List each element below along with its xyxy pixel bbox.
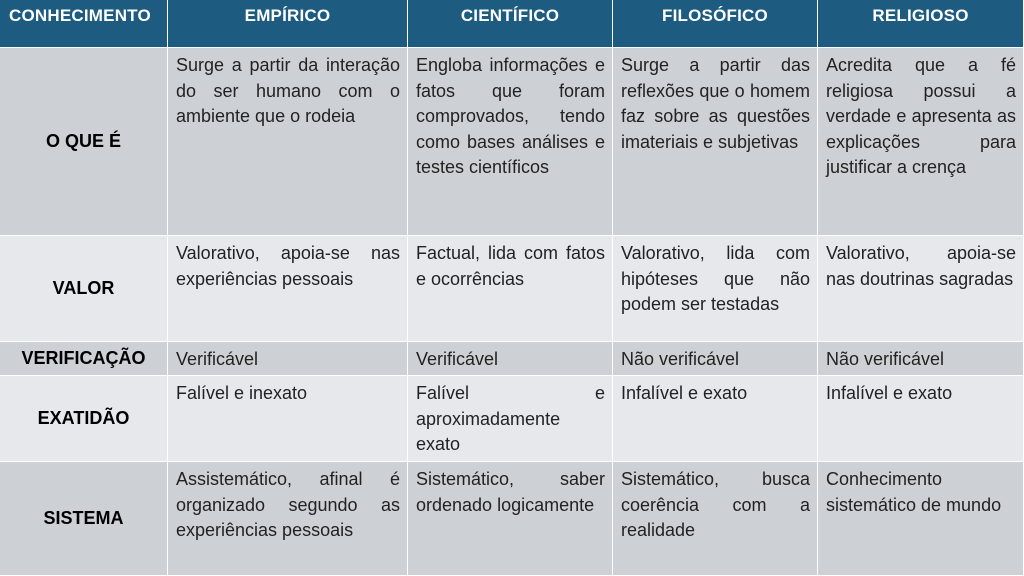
- cell-verificacao-religioso: Não verificável: [818, 342, 1024, 376]
- cell-sistema-cientifico: Sistemático, saber ordenado logicamente: [408, 462, 613, 576]
- header-filosofico: FILOSÓFICO: [613, 0, 818, 48]
- cell-sistema-religioso: Conhecimento sistemático de mundo: [818, 462, 1024, 576]
- header-religioso: RELIGIOSO: [818, 0, 1024, 48]
- cell-valor-religioso: Valorativo, apoia-se nas doutrinas sagradas: [818, 236, 1024, 342]
- cell-valor-empirico: Valorativo, apoia-se nas experiências pessoais: [168, 236, 408, 342]
- cell-o-que-e-empirico: Surge a partir da interação do ser humano com o ambiente que o rodeia: [168, 48, 408, 236]
- row-label-valor: VALOR: [0, 236, 168, 342]
- cell-valor-cientifico: Factual, lida com fatos e ocorrências: [408, 236, 613, 342]
- row-label-verificacao: VERIFICAÇÃO: [0, 342, 168, 376]
- cell-o-que-e-religioso: Acredita que a fé religiosa possui a verdade e apresenta as explicações para justificar a crença: [818, 48, 1024, 236]
- row-label-o-que-e: O QUE É: [0, 48, 168, 236]
- cell-o-que-e-cientifico: Engloba informações e fatos que foram comprovados, tendo como bases análises e testes científicos: [408, 48, 613, 236]
- cell-sistema-filosofico: Sistemático, busca coerência com a realidade: [613, 462, 818, 576]
- cell-exatidao-filosofico: Infalível e exato: [613, 376, 818, 462]
- row-label-exatidao: EXATIDÃO: [0, 376, 168, 462]
- cell-verificacao-empirico: Verificável: [168, 342, 408, 376]
- cell-sistema-empirico: Assistemático, afinal é organizado segundo as experiências pessoais: [168, 462, 408, 576]
- cell-exatidao-empirico: Falível e inexato: [168, 376, 408, 462]
- cell-verificacao-filosofico: Não verificável: [613, 342, 818, 376]
- cell-exatidao-cientifico: Falível e aproximadamente exato: [408, 376, 613, 462]
- header-empirico: EMPÍRICO: [168, 0, 408, 48]
- cell-verificacao-cientifico: Verificável: [408, 342, 613, 376]
- cell-exatidao-religioso: Infalível e exato: [818, 376, 1024, 462]
- header-conhecimento: CONHECIMENTO: [0, 0, 168, 48]
- header-cientifico: CIENTÍFICO: [408, 0, 613, 48]
- cell-valor-filosofico: Valorativo, lida com hipóteses que não podem ser testadas: [613, 236, 818, 342]
- cell-o-que-e-filosofico: Surge a partir das reflexões que o homem faz sobre as questões imateriais e subjetivas: [613, 48, 818, 236]
- row-label-sistema: SISTEMA: [0, 462, 168, 576]
